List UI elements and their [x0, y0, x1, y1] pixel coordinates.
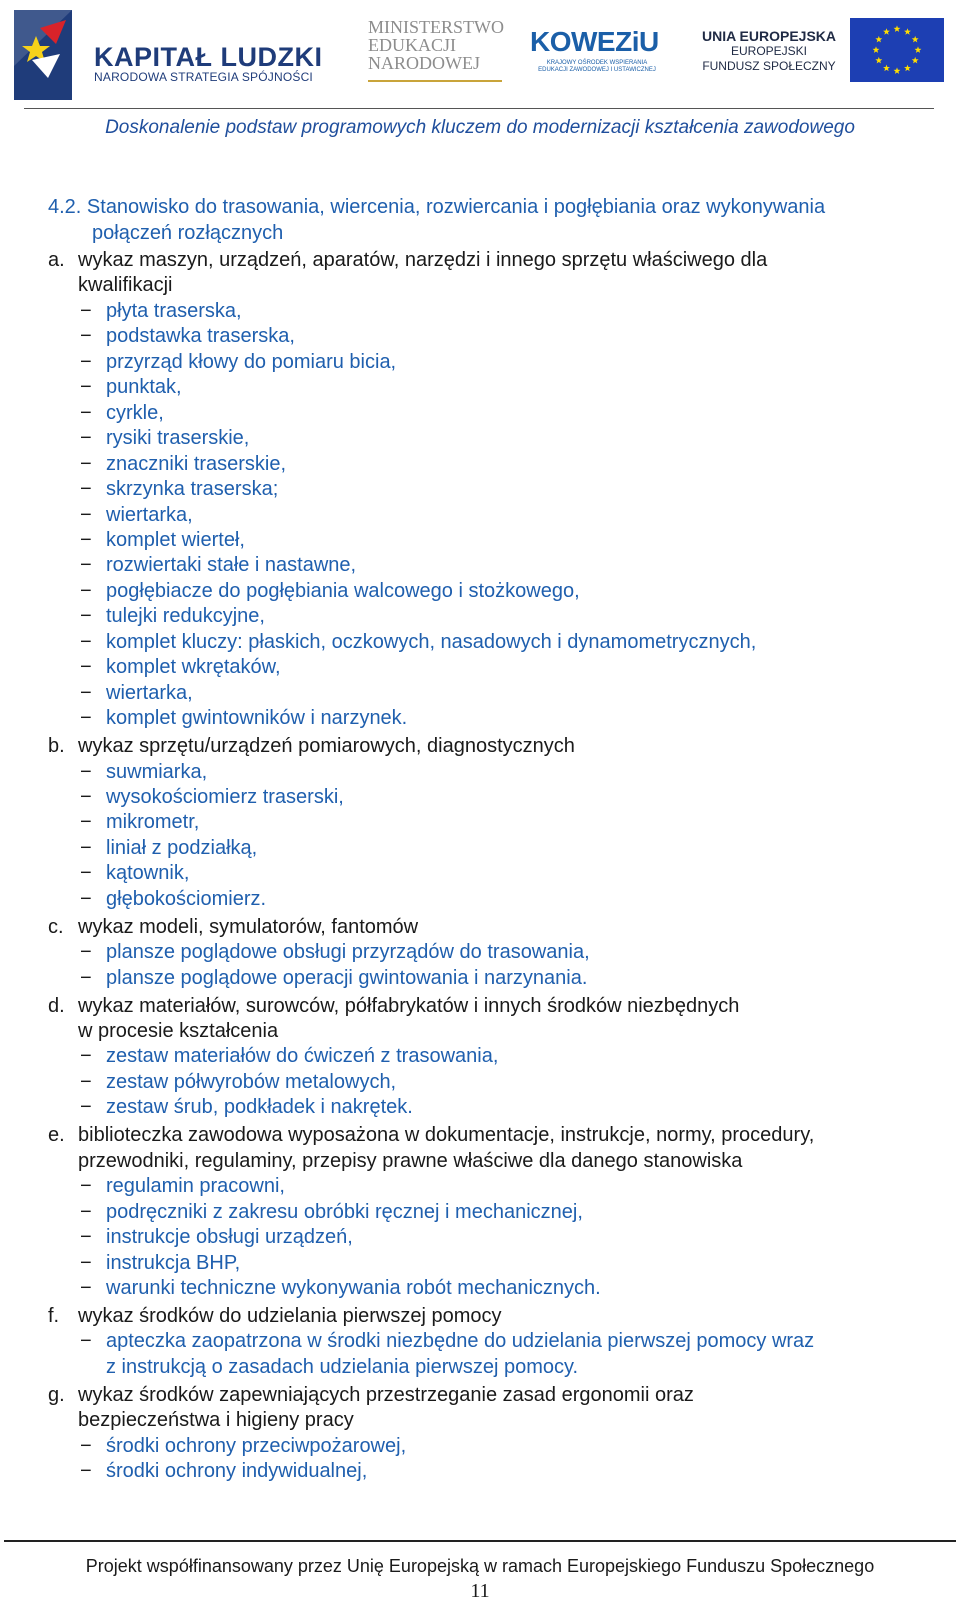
list-bullet: −	[80, 1330, 92, 1353]
list-bullet: −	[80, 1434, 92, 1457]
list-item: warunki techniczne wykonywania robót mechanicznych.	[106, 1277, 601, 1299]
list-bullet: −	[80, 528, 92, 551]
list-item: cyrkle,	[106, 401, 164, 424]
list-bullet: −	[80, 1277, 92, 1299]
group-letter: b.	[48, 735, 65, 758]
list-bullet: −	[80, 1251, 92, 1274]
list-bullet: −	[80, 630, 92, 653]
ue-line-3: FUNDUSZ SPOŁECZNY	[702, 59, 836, 73]
list-bullet: −	[80, 605, 92, 628]
men-line: MINISTERSTWO	[368, 17, 504, 37]
kapital-ludzki-title: KAPITAŁ LUDZKI	[94, 42, 323, 72]
list-bullet: −	[80, 503, 92, 526]
group-title: wykaz środków zapewniających przestrzeganie zasad ergonomii oraz	[78, 1383, 694, 1406]
list-item: zestaw śrub, podkładek i nakrętek.	[106, 1096, 413, 1119]
list-bullet: −	[80, 887, 92, 910]
header-logos	[0, 0, 960, 110]
group-title: wykaz materiałów, surowców, półfabrykatów i innych środków niezbędnych	[78, 994, 740, 1017]
list-item: wiertarka,	[106, 503, 193, 526]
men-line: EDUKACJI	[368, 35, 456, 55]
list-bullet: −	[80, 656, 92, 679]
list-item: kątownik,	[106, 862, 190, 885]
list-bullet: −	[80, 862, 92, 885]
list-item: środki ochrony indywidualnej,	[106, 1460, 368, 1483]
list-item: zestaw półwyrobów metalowych,	[106, 1070, 397, 1093]
list-item: punktak,	[106, 376, 182, 399]
group-title: kwalifikacji	[78, 274, 173, 297]
list-item: komplet gwintowników i narzynek.	[106, 707, 408, 730]
list-item: plansze poglądowe obsługi przyrządów do trasowania,	[106, 941, 590, 964]
list-item: wysokościomierz traserski,	[106, 785, 344, 808]
ministerstwo-logo	[368, 18, 508, 88]
list-item: komplet kluczy: płaskich, oczkowych, nasadowych i dynamometrycznych,	[106, 630, 757, 653]
list-item: rysiki traserskie,	[106, 427, 250, 450]
list-item: rozwiertaki stałe i nastawne,	[106, 554, 357, 577]
list-item: pogłębiacze do pogłębiania walcowego i stożkowego,	[106, 579, 580, 602]
men-underline	[368, 80, 502, 82]
page-number: 11	[470, 1580, 490, 1602]
list-item: plansze poglądowe operacji gwintowania i narzynania.	[106, 966, 588, 989]
ue-text	[700, 28, 838, 74]
list-item: wiertarka,	[106, 681, 193, 704]
list-item: instrukcje obsługi urządzeń,	[106, 1226, 353, 1249]
list-item: zestaw materiałów do ćwiczeń z trasowania,	[106, 1045, 499, 1068]
kapital-ludzki-logo	[8, 4, 323, 104]
group-letter: f.	[48, 1304, 60, 1327]
list-bullet: −	[80, 941, 92, 964]
section-heading-line-1: 4.2. Stanowisko do trasowania, wiercenia, rozwiercania i pogłębiania oraz wykonywania	[48, 196, 826, 218]
group-title: biblioteczka zawodowa wyposażona w dokumentacje, instrukcje, normy, procedury,	[78, 1124, 815, 1147]
list-bullet: −	[80, 1460, 92, 1483]
kapital-ludzki-subtitle: NARODOWA STRATEGIA SPÓJNOŚCI	[94, 70, 313, 84]
list-bullet: −	[80, 1070, 92, 1093]
list-bullet: −	[80, 1045, 92, 1068]
list-bullet: −	[80, 785, 92, 808]
list-item: środki ochrony przeciwpożarowej,	[106, 1434, 407, 1457]
group-letter: d.	[48, 994, 65, 1017]
list-item: płyta traserska,	[106, 299, 242, 322]
list-item: komplet wierteł,	[106, 528, 245, 551]
group-letter: a.	[48, 249, 65, 271]
list-bullet: −	[80, 478, 92, 501]
list-bullet: −	[80, 966, 92, 989]
ue-line-2: EUROPEJSKI	[730, 44, 808, 58]
list-item: mikrometr,	[106, 811, 200, 834]
header-divider	[24, 108, 934, 109]
kowezu-title: KOWEZiU	[530, 26, 659, 57]
list-item: przyrząd kłowy do pomiaru bicia,	[106, 350, 397, 373]
group-title: przewodniki, regulaminy, przepisy prawne właściwe dla danego stanowiska	[78, 1149, 743, 1172]
list-item: instrukcja BHP,	[106, 1251, 241, 1274]
list-bullet: −	[80, 1175, 92, 1198]
list-bullet: −	[80, 579, 92, 602]
list-bullet: −	[80, 681, 92, 704]
men-line: NARODOWEJ	[368, 53, 480, 73]
list-bullet: −	[80, 401, 92, 424]
group-title: wykaz maszyn, urządzeń, aparatów, narzędzi i innego sprzętu właściwego dla	[78, 249, 768, 271]
group-title: w procesie kształcenia	[78, 1020, 279, 1042]
list-item: liniał z podziałką,	[106, 836, 258, 859]
group-title: wykaz środków do udzielania pierwszej pomocy	[78, 1304, 502, 1327]
list-item: tulejki redukcyjne,	[106, 605, 265, 628]
list-bullet: −	[80, 811, 92, 834]
list-bullet: −	[80, 299, 92, 322]
group-title: bezpieczeństwa i higieny pracy	[78, 1409, 354, 1432]
unia-europejska-logo	[700, 18, 950, 90]
ue-line-1: UNIA EUROPEJSKA	[701, 28, 837, 44]
list-bullet: −	[80, 554, 92, 577]
list-item: podstawka traserska,	[106, 325, 295, 348]
group-letter: c.	[48, 915, 64, 938]
group-title: wykaz sprzętu/urządzeń pomiarowych, diagnostycznych	[78, 735, 575, 758]
kowezu-subtitle: KRAJOWY OŚRODEK WSPIERANIA EDUKACJI ZAWODOWEJ I USTAWICZNEJ	[538, 60, 656, 73]
eu-flag-icon	[850, 18, 944, 82]
list-item: komplet wkrętaków,	[106, 656, 281, 679]
list-bullet: −	[80, 376, 92, 399]
list-item: apteczka zaopatrzona w środki niezbędne do udzielania pierwszej pomocy wraz	[106, 1330, 815, 1353]
document-subtitle: Doskonalenie podstaw programowych kluczem do modernizacji kształcenia zawodowego	[105, 117, 855, 138]
list-item: znaczniki traserskie,	[106, 452, 287, 475]
kapital-ludzki-emblem-icon	[12, 6, 76, 102]
list-bullet: −	[80, 452, 92, 475]
group-letter: g.	[48, 1383, 65, 1406]
group-letter: e.	[48, 1124, 65, 1147]
list-bullet: −	[80, 1226, 92, 1249]
footer-text: Projekt współfinansowany przez Unię Europejską w ramach Europejskiego Funduszu Społecznego	[85, 1556, 875, 1576]
list-bullet: −	[80, 427, 92, 450]
list-item: suwmiarka,	[106, 760, 208, 783]
list-item: z instrukcją o zasadach udzielania pierwszej pomocy.	[106, 1355, 579, 1378]
section-heading-line-2: połączeń rozłącznych	[92, 222, 284, 244]
footer-divider	[4, 1540, 956, 1542]
list-bullet: −	[80, 1200, 92, 1223]
list-bullet: −	[80, 707, 92, 730]
group-title: wykaz modeli, symulatorów, fantomów	[78, 915, 419, 938]
kowezu-logo	[530, 20, 660, 84]
list-bullet: −	[80, 1096, 92, 1119]
list-item: podręczniki z zakresu obróbki ręcznej i mechanicznej,	[106, 1200, 583, 1223]
list-item: skrzynka traserska;	[106, 478, 279, 501]
list-item: głębokościomierz.	[106, 887, 267, 910]
list-bullet: −	[80, 760, 92, 783]
list-bullet: −	[80, 836, 92, 859]
list-bullet: −	[80, 350, 92, 373]
list-item: regulamin pracowni,	[106, 1175, 285, 1198]
list-bullet: −	[80, 325, 92, 348]
